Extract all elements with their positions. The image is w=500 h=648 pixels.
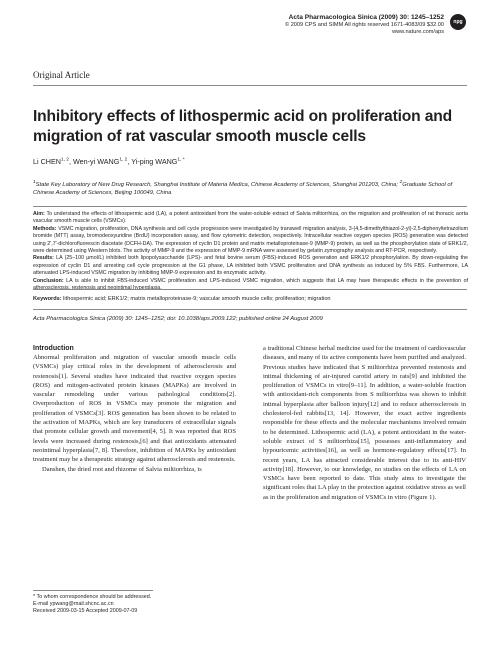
body-paragraph: a traditional Chinese herbal medicine used for the treatment of cardiovascular diseases, and many of its active components have been purified and analyzed. Previous studies have indicated that S miltiorrhiza prevented restenosis and intimal thickening of air-injured carotid artery in rats[9] and inhibited the proliferation of VSMCs in vitro[9–11]. In addition, a water-soluble fraction with antioxidant-rich components from S miltiorrhiza was shown to inhibit intimal hyperplasia after balloon injury[12] and to reduce atherosclerosis in cholesterol-fed rabbits[13, 14]. However, the exact active ingredients responsible for these effects and the molecular mechanisms involved remain to be determined. Lithospermic acid (LA), a potent antioxidant in the water-soluble extract of S miltiorrhiza[15], possesses anti-inflammatory and hypouricemic activities[16], as well as hormone-regulatory effects[17]. In recent years, LA has attracted considerable interest due to its anti-HIV activity[18]. However, to our knowledge, no studies on the effects of LA on VSMCs have been reported to date. This study aims to investigate the significant roles that LA play in the protection against oxidative stress as well as in the proliferation and migration of VSMCs in vitro (Figure 1). [263,345,466,501]
body-paragraph: Abnormal proliferation and migration of vascular smooth muscle cells (VSMCs) play critical roles in the development of atherosclerosis and restenosis[1]. Several studies have indicated that reactive oxygen species (ROS) and mitogen-activated protein kinases (MAPKs) are involved in vascular remodeling under various pathological conditions[2]. Overproduction of ROS in VSMCs may promote the migration and proliferation of VSMCs[3]. ROS generation has been shown to be related to the activation of MAPKs, which are key transducers of extracellular signals that promote cellular growth and movement[4, 5]. It was reported that ROS levels were increased during restenosis,[6] and that antioxidants attenuated neointimal hyperplasia[7, 8]. Therefore, inhibition of MAPKs by antioxidant treatment may be a therapeutic strategy against atherosclerosis and restenosis. [33,354,236,464]
affiliations: $^1$State Key Laboratory of New Drug Research, Shanghai Institute of Materia Medica, Chinese Academy of Sciences, Shanghai 201203, China; $^2$Graduate School of Chinese Academy of Sciences, Beijing 100049, China [33,180,453,197]
article-type: Original Article [33,70,90,80]
keywords-text: lithospermic acid; ERK1/2; matrix metalloproteinase-9; vascular smooth muscle cells; proliferation; migration [63,296,331,302]
author-name: Li CHEN [33,157,61,166]
author-list: Li CHEN$^{1, 2}$, Wen-yi WANG$^{1, 2}$, Yi-ping $WANG^{1, *}$ [33,157,185,166]
journal-header [285,14,466,36]
journal-url[interactable]: www.nature.com/aps [392,29,444,36]
abstract-conclusion: Conclusion: LA is able to inhibit FBS-induced VSMC proliferation and LPS-induced VSMC migration, which suggests that LA may have therapeutic effects in the prevention of atherosclerosis, restenosis and neointimal hyperplasia. [33,277,468,292]
divider [33,85,467,86]
author-affiliation-mark: 1, 2 [60,157,69,163]
paper-title: Inhibitory effects of lithospermic acid on proliferation and migration of rat vascular smooth muscle cells [33,108,453,145]
column-left [33,330,236,474]
npg-logo-icon: npg [450,14,466,30]
divider [33,206,467,207]
received-accepted-dates: Received 2009-03-15 Accepted 2009-07-09 [33,608,138,615]
abstract-results: Results: LA (25–100 µmol/L) inhibited both lipopolysaccharide (LPS)- and fetal bovine serum (FBS)-induced ROS generation and ERK1/2 phosphorylation. By down-regulating the expression of cyclin D1 and arresting cell cycle progression at the G1 phase, LA inhibited both VSMC proliferation and DNA synthesis as induced by 5% FBS. Furthermore, LA attenuated LPS-induced VSMC migration by inhibiting MMP-9 expression and its enzymatic activity. [33,255,468,277]
body-paragraph: Danshen, the dried root and rhizome of Salvia miltiorrhiza, is [42,465,202,473]
column-right [263,344,466,502]
abstract-aim: Aim: To understand the effects of lithospermic acid (LA), a potent antioxidant from the water-soluble extract of Salvia miltiorrhiza, on the migration and proliferation of rat thoracic aorta vascular smooth muscle cells (VSMCs). [33,211,468,225]
keywords [33,296,470,303]
section-heading: Introduction [33,345,74,352]
abstract-methods: Methods: VSMC migration, proliferation, DNA synthesis and cell cycle progression were investigated by transwell migration analysis, 3-(4,5-dimethylthiazol-2-yl)-2,5-diphenyltetrazolium bromide (MTT) assay, bromodeoxyuridine (BrdU) incorporation assay, and flow cytometric detection, respectively. Intracellular reactive oxygen species (ROS) generation was detected using 2',7'-dichlorofluorescin diacetate (DCFH-DA). The expression of cyclin D1 protein and matrix metalloproteinase-9 (MMP-9) protein, as well as the phosphorylation state of ERK1/2, were determined using Western blots. The activity of MMP-9 and the expression of MMP-9 mRNA were assessed by gelatin zymography analysis and RT-PCR, respectively. [33,225,468,255]
author-name: Yi-ping WANG [131,157,178,166]
author-affiliation-mark: 1, 2 [119,157,128,163]
corresponding-note: * To whom correspondence should be addressed. [33,594,152,600]
affiliation-2: Graduate School of Chinese Academy of Sciences, Beijing 100049, China [33,181,453,197]
footnotes [33,590,236,616]
journal-line: Acta Pharmacologica Sinica (2009) 30: 1245–1252 [288,14,444,21]
author-name: Wen-yi WANG [72,157,120,166]
copyright-line: © 2009 CPS and SIMM All rights reserved 1671-4083/09 $32.00 [285,22,444,28]
footnote-rule [33,590,153,591]
abstract [33,211,468,292]
citation-line: Acta Pharmacologica Sinica (2009) 30: 1245–1252; doi: 10.1038/aps.2009.122; published online 24 August 2009 [33,316,323,322]
affiliation-1: State Key Laboratory of New Drug Research, Shanghai Institute of Materia Medica, Chinese Academy of Sciences, Shanghai 201203, China; [35,181,398,188]
divider [33,309,467,310]
corresponding-email[interactable]: E-mail ypwang@mail.shcnc.ac.cn [33,601,114,608]
divider [33,289,467,290]
author-affiliation-mark: 1, * [177,157,185,163]
keywords-label: Keywords: [33,296,62,302]
